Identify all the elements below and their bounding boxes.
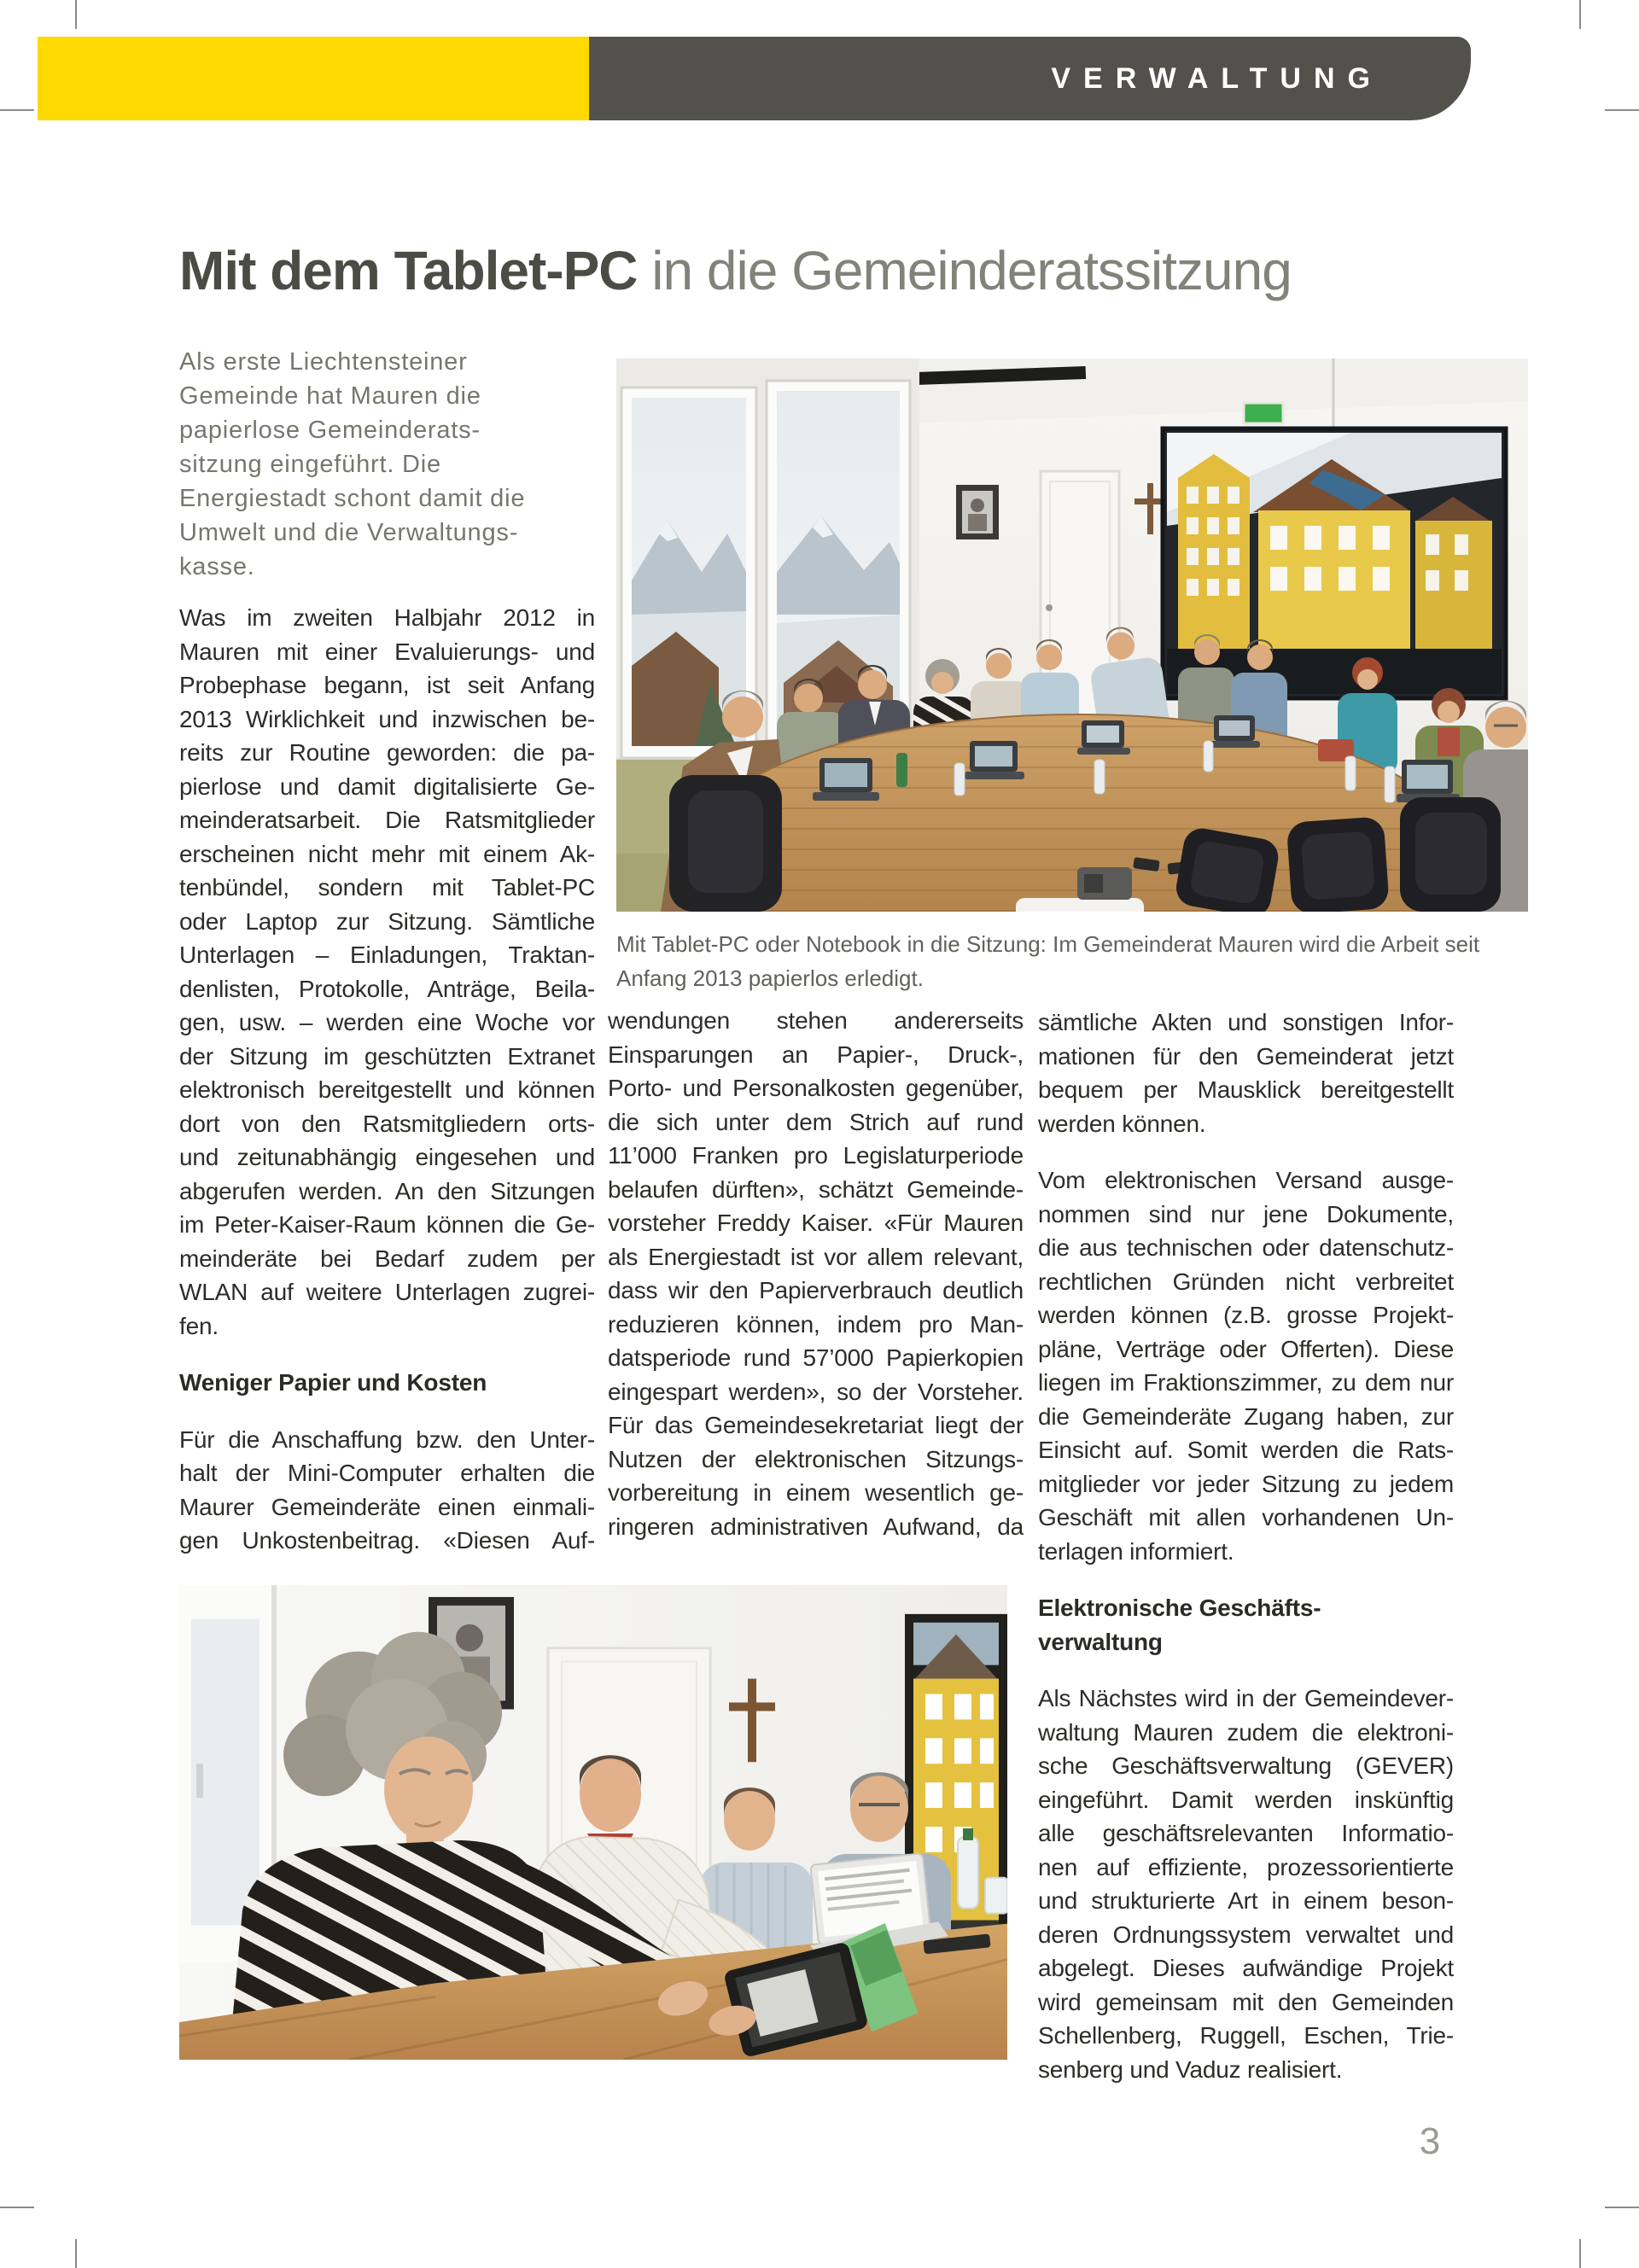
text-line: Probephase begann, ist seit Anfang bbox=[179, 672, 595, 698]
text-line: eingeführt. Damit werden inskünftig bbox=[1038, 1786, 1454, 1813]
text-line: Einsparungen an Papier-, Druck-, bbox=[608, 1041, 1024, 1068]
paragraph bbox=[1038, 1006, 1454, 1140]
tablet-training-illustration bbox=[179, 1585, 1007, 2060]
paragraph bbox=[179, 601, 595, 1343]
text-line: im Peter-Kaiser-Raum können die Ge- bbox=[179, 1211, 595, 1238]
office-chair bbox=[669, 775, 782, 912]
text-line: und zeitunabhängig eingesehen und bbox=[179, 1144, 595, 1170]
text-line: Als erste Liechtensteiner bbox=[179, 348, 468, 376]
text-line: papierlose Gemeinderats- bbox=[179, 417, 481, 444]
header-bar bbox=[38, 37, 1471, 120]
text-line: wendungen stehen andererseits bbox=[608, 1007, 1024, 1034]
text-line: wird gemeinsam mit den Gemeinden bbox=[1038, 1988, 1454, 2015]
text-line: Geschäft mit allen vorhandenen Un- bbox=[1038, 1504, 1454, 1530]
text-line: deren Ordnungssystem verwaltet und bbox=[1038, 1921, 1454, 1948]
text-line: verwaltung bbox=[1038, 1628, 1163, 1655]
text-line: Umwelt und die Verwaltungs- bbox=[179, 519, 519, 546]
text-line: die aus technischen oder datenschutz- bbox=[1038, 1234, 1454, 1261]
text-line: kasse. bbox=[179, 553, 255, 580]
subhead-weniger-papier: Weniger Papier und Kosten bbox=[179, 1369, 487, 1396]
text-line: reits zur Routine geworden: die pa- bbox=[179, 739, 595, 766]
article-title bbox=[179, 241, 1292, 300]
laptop bbox=[965, 741, 1024, 779]
text-line: tenbündel, sondern mit Tablet-PC bbox=[179, 874, 595, 901]
crop-mark bbox=[1605, 2207, 1639, 2208]
office-chair bbox=[1400, 797, 1501, 912]
tablet-training-photo bbox=[179, 1585, 1007, 2060]
text-line: rechtlichen Gründen nicht verbreitet bbox=[1038, 1268, 1454, 1295]
text-line: Für das Gemeindesekretariat liegt der bbox=[608, 1412, 1024, 1438]
page-number: 3 bbox=[1419, 2120, 1441, 2162]
text-line: 2013 Wirklichkeit und inzwischen be- bbox=[179, 705, 595, 732]
crop-mark bbox=[0, 109, 34, 111]
text-line: ringeren administrativen Aufwand, da bbox=[608, 1513, 1024, 1540]
section-tab bbox=[589, 37, 1471, 120]
section-label: VERWALTUNG bbox=[1051, 62, 1383, 95]
text-line: Schellenberg, Ruggell, Eschen, Trie- bbox=[1038, 2022, 1454, 2049]
laptop bbox=[813, 758, 879, 801]
text-line: oder Laptop zur Sitzung. Sämtliche bbox=[179, 907, 595, 935]
text-line: elektronisch bereitgestellt und können bbox=[179, 1076, 595, 1103]
projected-building-right bbox=[1414, 497, 1492, 661]
text-line: sche Geschäftsverwaltung (GEVER) bbox=[1038, 1752, 1454, 1779]
text-line: abgerufen werden. An den Sitzungen bbox=[179, 1177, 595, 1204]
text-line: der Sitzung im geschützten Extranet bbox=[179, 1042, 595, 1070]
accent-yellow-block bbox=[38, 37, 589, 120]
projector bbox=[1244, 403, 1283, 423]
crop-mark bbox=[75, 2239, 77, 2268]
text-line: gen, usw. – werden eine Woche vor bbox=[179, 1009, 595, 1035]
article-title-regular: in die Gemeinderatssitzung bbox=[637, 240, 1292, 301]
text-line: liegen im Fraktionszimmer, zu dem nur bbox=[1038, 1369, 1454, 1396]
text-line: eingespart werden», so der Vorsteher. bbox=[608, 1378, 1024, 1405]
text-line: meinderäte bei Bedarf zudem per bbox=[179, 1245, 595, 1272]
text-line: vorsteher Freddy Kaiser. «Für Mauren bbox=[608, 1210, 1024, 1236]
text-line: nommen sind nur jene Dokumente, bbox=[1038, 1200, 1454, 1227]
table-pedestal bbox=[1016, 898, 1144, 912]
text-line: datsperiode rund 57’000 Papierkopien bbox=[608, 1344, 1024, 1371]
crop-mark bbox=[75, 0, 77, 29]
laptop bbox=[1077, 720, 1130, 755]
text-line: senberg und Vaduz realisiert. bbox=[1038, 2055, 1343, 2083]
text-line: dort von den Ratsmitgliedern orts- bbox=[179, 1110, 595, 1137]
text-line: denlisten, Protokolle, Anträge, Beila- bbox=[179, 975, 595, 1002]
text-line: Gemeinde hat Mauren die bbox=[179, 382, 481, 410]
text-line: reduzieren können, indem pro Man- bbox=[608, 1310, 1024, 1338]
text-line: Mauren mit einer Evaluierungs- und bbox=[179, 638, 595, 665]
text-line: gen Unkostenbeitrag. «Diesen Auf- bbox=[179, 1527, 595, 1554]
text-line: die sich unter dem Strich auf rund bbox=[608, 1108, 1024, 1135]
text-line: werden können. bbox=[1038, 1110, 1206, 1137]
paragraph bbox=[608, 1004, 1024, 1543]
text-line: Energiestadt schont damit die bbox=[179, 485, 526, 512]
office-chair bbox=[1286, 816, 1390, 912]
text-line: sitzung eingeführt. Die bbox=[179, 451, 441, 478]
right-column bbox=[1038, 1006, 1454, 2086]
text-line: waltung Mauren zudem die elektroni- bbox=[1038, 1718, 1454, 1746]
text-line: Nutzen der elektronischen Sitzungs- bbox=[608, 1445, 1024, 1472]
subhead-elektronische-geschaeftsverwaltung bbox=[1038, 1591, 1454, 1659]
framed-portrait bbox=[956, 485, 999, 539]
text-line: vorbereitung in einem wesentlich ge- bbox=[608, 1479, 1024, 1506]
article-title-bold: Mit dem Tablet-PC bbox=[179, 240, 638, 301]
laptop bbox=[1209, 715, 1260, 748]
text-line: alle geschäftsrelevanten Informatio- bbox=[1038, 1820, 1454, 1846]
text-line: bequem per Mausklick bereitgestellt bbox=[1038, 1076, 1454, 1103]
text-line: mitglieder vor jeder Sitzung zu jedem bbox=[1038, 1470, 1454, 1497]
text-line: meinderatsarbeit. Die Ratsmitglieder bbox=[179, 807, 595, 833]
crop-mark bbox=[1579, 2239, 1581, 2268]
paragraph bbox=[179, 1423, 595, 1558]
text-line: WLAN auf weitere Unterlagen zugrei- bbox=[179, 1279, 595, 1305]
text-line: belaufen dürften», schätzt Gemeinde- bbox=[608, 1175, 1024, 1203]
text-line: Was im zweiten Halbjahr 2012 in bbox=[179, 604, 595, 631]
paragraph bbox=[1038, 1163, 1454, 1568]
crop-mark bbox=[0, 2207, 34, 2208]
text-line: Maurer Gemeinderäte einen einmali- bbox=[179, 1493, 595, 1520]
conference-room-illustration bbox=[616, 359, 1528, 912]
lead-paragraph bbox=[179, 345, 580, 584]
text-line: erscheinen nicht mehr mit einem Ak- bbox=[179, 840, 595, 867]
middle-column bbox=[608, 1004, 1024, 1543]
text-line: dass wir den Papierverbrauch deutlich bbox=[608, 1277, 1024, 1303]
text-line: halt der Mini-Computer erhalten die bbox=[179, 1460, 595, 1486]
text-line: Mit Tablet-PC oder Notebook in die Sitzung: Im Gemeinderat Mauren wird die Arbeit seit bbox=[616, 931, 1480, 957]
left-column bbox=[179, 601, 595, 1558]
text-line: als Energiestadt ist vor allem relevant, bbox=[608, 1243, 1024, 1270]
text-line: abgelegt. Dieses aufwändige Projekt bbox=[1038, 1955, 1454, 1981]
laptop bbox=[1397, 760, 1460, 802]
conference-room-photo bbox=[616, 359, 1528, 912]
text-line: terlagen informiert. bbox=[1038, 1537, 1234, 1565]
text-line: die Gemeinderäte Zugang haben, zur bbox=[1038, 1402, 1454, 1430]
text-line: mationen für den Gemeinderat jetzt bbox=[1038, 1042, 1454, 1070]
text-line: und strukturierte Art in einem beson- bbox=[1038, 1887, 1454, 1914]
text-line: Anfang 2013 papierlos erledigt. bbox=[616, 965, 924, 991]
text-line: Porto- und Personalkosten gegenüber, bbox=[608, 1075, 1024, 1101]
text-line: Als Nächstes wird in der Gemeindever- bbox=[1038, 1685, 1454, 1711]
photo-caption bbox=[616, 927, 1538, 995]
text-line: Einsicht auf. Somit werden die Rats- bbox=[1038, 1437, 1454, 1463]
text-line: pierlose und damit digitalisierte Ge- bbox=[179, 773, 595, 800]
text-line: werden können (z.B. grosse Projekt- bbox=[1038, 1302, 1454, 1328]
text-line: Unterlagen – Einladungen, Traktan- bbox=[179, 942, 595, 968]
text-line: 11’000 Franken pro Legislaturperiode bbox=[608, 1142, 1024, 1169]
text-line: Für die Anschaffung bzw. den Unter- bbox=[179, 1426, 595, 1453]
text-line: pläne, Verträge oder Offerten). Diese bbox=[1038, 1335, 1454, 1362]
text-line: Vom elektronischen Versand ausge- bbox=[1038, 1167, 1454, 1193]
paragraph bbox=[1038, 1682, 1454, 2086]
crop-mark bbox=[1605, 109, 1639, 111]
text-line: fen. bbox=[179, 1312, 219, 1339]
text-line: Elektronische Geschäfts- bbox=[1038, 1595, 1321, 1621]
text-line: nen auf effiziente, prozessorientierte bbox=[1038, 1853, 1454, 1880]
text-line: sämtliche Akten und sonstigen Infor- bbox=[1038, 1009, 1454, 1035]
crop-mark bbox=[1579, 0, 1581, 29]
conference-phone bbox=[1077, 867, 1132, 900]
